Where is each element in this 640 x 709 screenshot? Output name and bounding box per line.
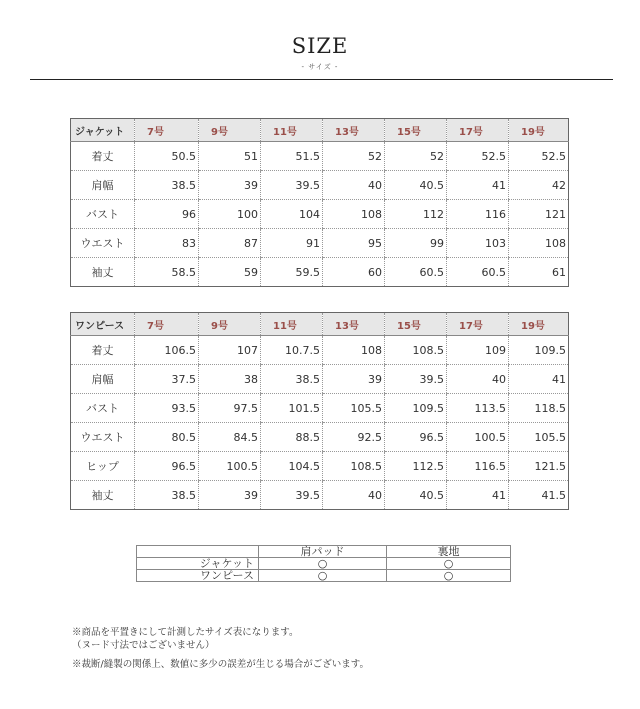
title-divider (30, 79, 613, 80)
measurement-value: 105.5 (509, 423, 569, 452)
measurement-value: 108 (323, 200, 385, 229)
measurement-value: 59.5 (261, 258, 323, 287)
measurement-value: 108.5 (323, 452, 385, 481)
measurement-value: 60.5 (447, 258, 509, 287)
measurement-value: 60.5 (385, 258, 447, 287)
jacket-header-row (71, 119, 569, 142)
size-header: 19号 (509, 313, 569, 336)
measurement-label: 肩幅 (71, 365, 135, 394)
size-header: 7号 (135, 119, 199, 142)
measurement-value: 121.5 (509, 452, 569, 481)
measurement-label: 着丈 (71, 336, 135, 365)
page-title: SIZE (291, 34, 349, 58)
measurement-value: 106.5 (135, 336, 199, 365)
measurement-value: 109.5 (385, 394, 447, 423)
measurement-value: 108.5 (385, 336, 447, 365)
measurement-value: 103 (447, 229, 509, 258)
measurement-value: 42 (509, 171, 569, 200)
measurement-value: 116.5 (447, 452, 509, 481)
measurement-label: 袖丈 (91, 266, 114, 279)
jacket-size-table (70, 118, 569, 287)
measurement-value: 88.5 (261, 423, 323, 452)
measurement-value: 52.5 (447, 142, 509, 171)
size-header: 17号 (447, 313, 509, 336)
measurement-value: 95 (323, 229, 385, 258)
measurement-value: 109 (447, 336, 509, 365)
measurement-value: 116 (447, 200, 509, 229)
measurement-value: 41 (447, 481, 509, 510)
measurement-value: 84.5 (199, 423, 261, 452)
options-header: 裏地 (387, 546, 511, 558)
measurement-value: 38.5 (135, 171, 199, 200)
measurement-value: 40.5 (385, 481, 447, 510)
measurement-value: 92.5 (323, 423, 385, 452)
measurement-value: 107 (199, 336, 261, 365)
measurement-value: 58.5 (135, 258, 199, 287)
circle-mark: ○ (387, 558, 511, 570)
measurement-value: 40 (323, 171, 385, 200)
options-header-row (137, 546, 511, 558)
measurement-value: 121 (509, 200, 569, 229)
measurement-value: 40 (323, 481, 385, 510)
table-row (71, 481, 569, 510)
measurement-value: 83 (135, 229, 199, 258)
measurement-value: 112 (385, 200, 447, 229)
measurement-value: 100.5 (447, 423, 509, 452)
measurement-value: 51.5 (261, 142, 323, 171)
table-row (71, 142, 569, 171)
measurement-value: 105.5 (323, 394, 385, 423)
table-row (71, 229, 569, 258)
size-header: 19号 (509, 119, 569, 142)
table-row (71, 336, 569, 365)
measurement-value: 96 (135, 200, 199, 229)
options-row-label: ジャケット (137, 558, 259, 570)
table-row (71, 200, 569, 229)
measurement-value: 39.5 (385, 365, 447, 394)
measurement-value: 39 (323, 365, 385, 394)
measurement-value: 38.5 (135, 481, 199, 510)
note-line-1: ※商品を平置きにして計測したサイズ表になります。 (72, 627, 299, 638)
measurement-label: 着丈 (71, 142, 135, 171)
measurement-value: 96.5 (385, 423, 447, 452)
table-row (71, 423, 569, 452)
measurement-value: 41 (447, 171, 509, 200)
measurement-value: 104.5 (261, 452, 323, 481)
note-line-2: （ヌード寸法ではございません） (72, 640, 215, 651)
circle-mark: ○ (259, 558, 387, 570)
measurement-label: 袖丈 (91, 489, 114, 502)
measurement-value: 100 (199, 200, 261, 229)
measurement-value: 87 (199, 229, 261, 258)
table-row (71, 365, 569, 394)
table-row (71, 394, 569, 423)
measurement-value: 96.5 (135, 452, 199, 481)
measurement-value: 108 (323, 336, 385, 365)
table-row (137, 570, 511, 582)
size-header: 13号 (323, 313, 385, 336)
onepiece-label: ワンピース (71, 313, 135, 336)
measurement-value: 97.5 (199, 394, 261, 423)
measurement-value: 10.7.5 (261, 336, 323, 365)
measurement-value: 60 (323, 258, 385, 287)
measurement-value: 61 (509, 258, 569, 287)
measurement-value: 51 (199, 142, 261, 171)
size-header: 7号 (135, 313, 199, 336)
measurement-value: 39.5 (261, 481, 323, 510)
measurement-label: 肩幅 (71, 171, 135, 200)
table-row (71, 171, 569, 200)
measurement-value: 100.5 (199, 452, 261, 481)
size-header: 9号 (199, 313, 261, 336)
measurement-value: 113.5 (447, 394, 509, 423)
size-header: 17号 (447, 119, 509, 142)
measurement-label: バスト (71, 200, 135, 229)
measurement-value: 50.5 (135, 142, 199, 171)
size-header: 11号 (261, 119, 323, 142)
measurement-value: 40.5 (385, 171, 447, 200)
measurement-value: 38 (199, 365, 261, 394)
measurement-value: 59 (199, 258, 261, 287)
options-corner (137, 546, 259, 558)
options-row-label: ワンピース (137, 570, 259, 582)
size-header: 13号 (323, 119, 385, 142)
measurement-value: 39 (199, 481, 261, 510)
measurement-label: バスト (71, 394, 135, 423)
size-header: 11号 (261, 313, 323, 336)
measurement-value: 37.5 (135, 365, 199, 394)
onepiece-header-row (71, 313, 569, 336)
measurement-value: 40 (447, 365, 509, 394)
measurement-value: 52 (385, 142, 447, 171)
options-table (136, 545, 511, 582)
measurement-value: 39 (199, 171, 261, 200)
measurement-value: 80.5 (135, 423, 199, 452)
measurement-value: 104 (261, 200, 323, 229)
measurement-value: 52 (323, 142, 385, 171)
measurement-value: 112.5 (385, 452, 447, 481)
size-header: 9号 (199, 119, 261, 142)
onepiece-size-table (70, 312, 569, 510)
size-header: 15号 (385, 119, 447, 142)
measurement-value: 108 (509, 229, 569, 258)
measurement-label: ヒップ (71, 452, 135, 481)
table-row (137, 558, 511, 570)
measurement-value: 52.5 (509, 142, 569, 171)
measurement-value: 38.5 (261, 365, 323, 394)
page-subtitle: - サイズ - (301, 63, 339, 71)
options-header: 肩パッド (259, 546, 387, 558)
measurement-value: 41 (509, 365, 569, 394)
measurement-value: 101.5 (261, 394, 323, 423)
measurement-value: 91 (261, 229, 323, 258)
measurement-label: ウエスト (71, 229, 135, 258)
size-header: 15号 (385, 313, 447, 336)
table-row (71, 452, 569, 481)
table-row (71, 258, 569, 287)
measurement-value: 118.5 (509, 394, 569, 423)
circle-mark: ○ (387, 570, 511, 582)
measurement-value: 39.5 (261, 171, 323, 200)
measurement-value: 93.5 (135, 394, 199, 423)
measurement-value: 41.5 (509, 481, 569, 510)
measurement-label: ウエスト (71, 423, 135, 452)
measurement-value: 109.5 (509, 336, 569, 365)
note-line-3: ※裁断/縫製の関係上、数値に多少の誤差が生じる場合がございます。 (72, 659, 369, 670)
measurement-value: 99 (385, 229, 447, 258)
jacket-label: ジャケット (71, 119, 135, 142)
circle-mark: ○ (259, 570, 387, 582)
